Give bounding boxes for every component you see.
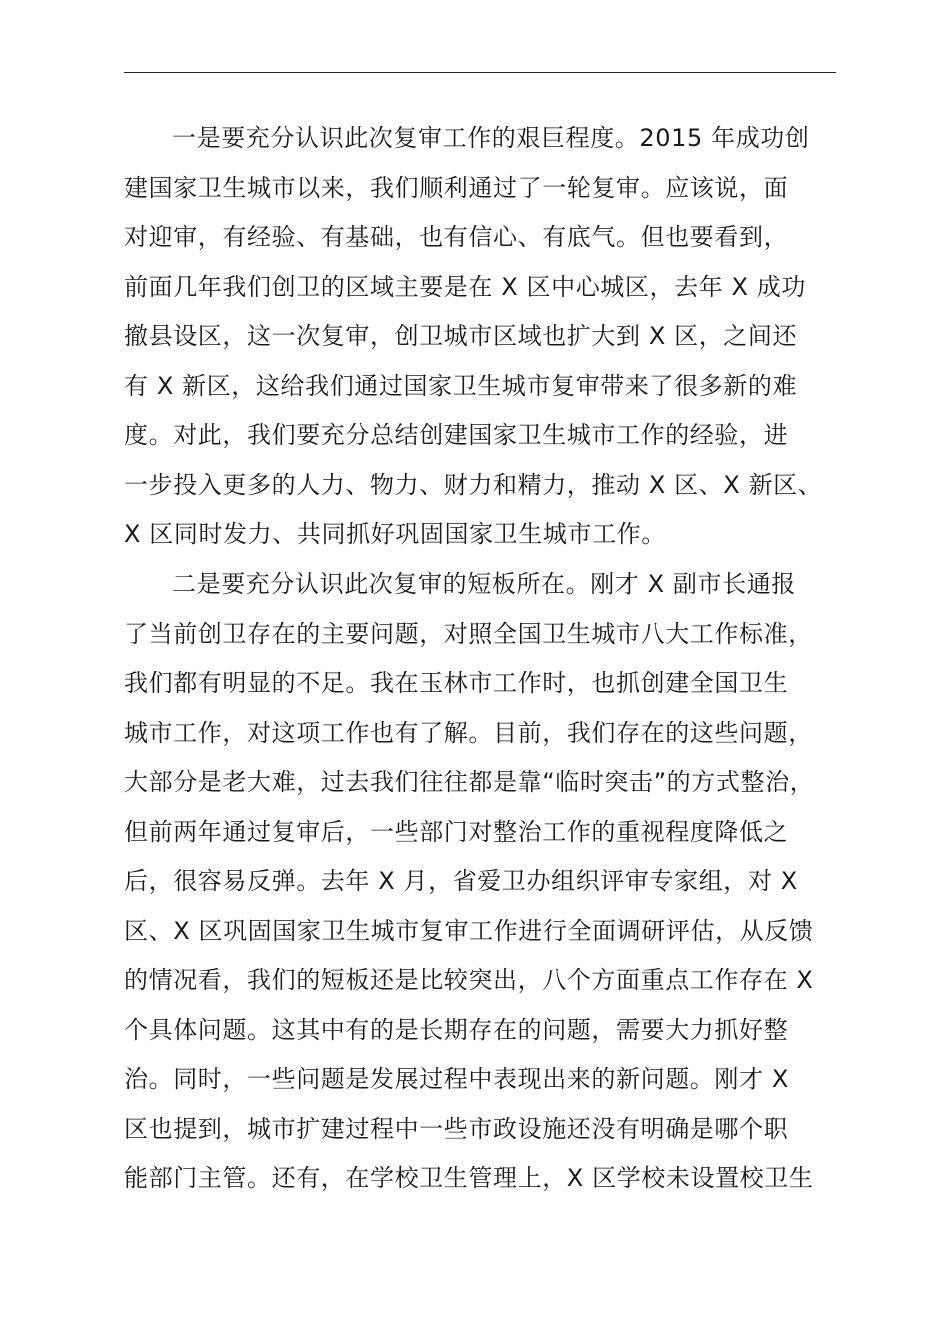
paragraph-line: 治。同时，一些问题是发展过程中表现出来的新问题。刚才 X: [124, 1065, 789, 1093]
paragraph-line: X 区同时发力、共同抓好巩固国家卫生城市工作。: [124, 520, 666, 548]
paragraph-line: 二是要充分认识此次复审的短板所在。刚才 X 副市长通报: [172, 570, 796, 598]
paragraph-line: 对迎审，有经验、有基础，也有信心、有底气。但也要看到，: [124, 223, 789, 251]
paragraph-line: 建国家卫生城市以来，我们顺利通过了一轮复审。应该说，面: [124, 173, 789, 202]
paragraph-line: 了当前创卫存在的主要问题，对照全国卫生城市八大工作标准，: [124, 619, 813, 648]
paragraph-line: 一是要充分认识此次复审工作的艰巨程度。2015 年成功创: [172, 124, 810, 152]
paragraph-line: 有 X 新区，这给我们通过国家卫生城市复审带来了很多新的难: [124, 371, 798, 400]
header-rule: [124, 72, 836, 73]
paragraph-line: 前面几年我们创卫的区域主要是在 X 区中心城区，去年 X 成功: [124, 272, 806, 301]
paragraph-line: 区也提到，城市扩建过程中一些市政设施还没有明确是哪个职: [124, 1114, 789, 1143]
paragraph-line: 城市工作，对这项工作也有了解。目前，我们存在的这些问题，: [124, 718, 813, 747]
paragraph-line: 能部门主管。还有，在学校卫生管理上，X 区学校未设置校卫生: [124, 1164, 814, 1192]
paragraph-line: 撤县设区，这一次复审，创卫城市区域也扩大到 X 区，之间还: [124, 322, 798, 350]
paragraph-recheck-difficulty: [124, 114, 864, 560]
paragraph-line: 后，很容易反弹。去年 X 月，省爱卫办组织评审专家组，对 X: [124, 867, 798, 895]
paragraph-line: 个具体问题。这其中有的是长期存在的问题，需要大力抓好整: [124, 1015, 789, 1044]
paragraph-line: 但前两年通过复审后，一些部门对整治工作的重视程度降低之: [124, 817, 789, 846]
paragraph-line: 的情况看，我们的短板还是比较突出，八个方面重点工作存在 X: [124, 966, 814, 994]
paragraph-line: 区、X 区巩固国家卫生城市复审工作进行全面调研评估，从反馈: [124, 916, 814, 945]
paragraph-line: 大部分是老大难，过去我们往往都是靠“临时突击”的方式整治，: [124, 768, 815, 796]
paragraph-line: 度。对此，我们要充分总结创建国家卫生城市工作的经验，进: [124, 421, 789, 449]
paragraph-line: 一步投入更多的人力、物力、财力和精力，推动 X 区、X 新区、: [124, 470, 823, 499]
paragraph-line: 我们都有明显的不足。我在玉林市工作时，也抓创建全国卫生: [124, 669, 789, 697]
paragraph-recheck-shortcomings: [124, 560, 864, 1204]
